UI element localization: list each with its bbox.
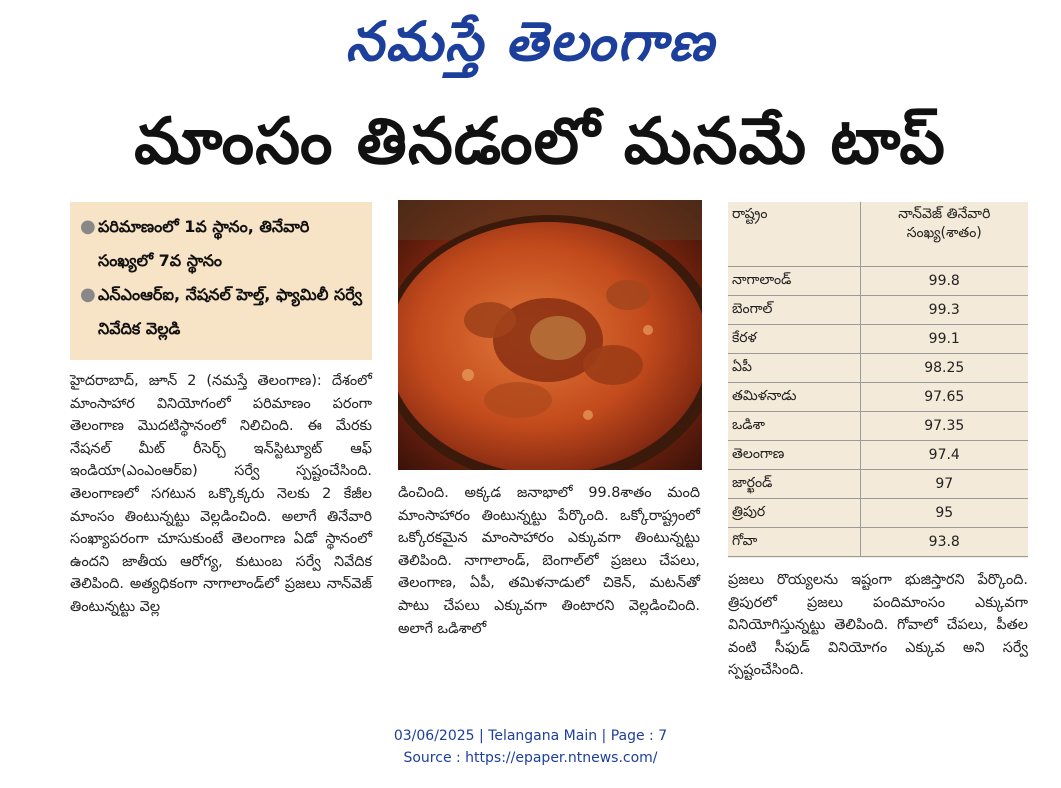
article-text: హైదరాబాద్, జూన్ 2 (నమస్తే తెలంగాణ): దేశంలో మాంసాహార వినియోగంలో పరిమాణం పరంగా తెలంగాణ మొదటిస్థానంలో నిలిచింది. ఈ మేరకు నేషనల్ మీట్ రీసెర్చ్ ఇన్‌స్టిట్యూట్ ఆఫ్ ఇండియా(ఎంఎంఆర్ఐ) సర్వే స్పష్టంచేసింది. తెలంగాణలో సగటున ఒక్కొక్కరు నెలకు 2 కేజీల మాంసం తింటున్నట్టు వెల్లడించింది. అలాగే తినేవారి సంఖ్యాపరంగా చూసుకుంటే తెలంగాణ ఏడో స్థానంలో ఉందని జాతీయ ఆరోగ్య, కుటుంబ సర్వే నివేదిక తెలిపింది. అత్యధికంగా నాగాలాండ్‌లో ప్రజలు నాన్‌వెజ్ తింటున్నట్టు వెల్ల: [70, 373, 372, 615]
article-text: ప్రజలు రొయ్యలను ఇష్టంగా భుజిస్తారని పేర్కొంది. త్రిపురలో ప్రజలు పందిమాంసం ఎక్కువగా వినియోగిస్తున్నట్టు తెలిపింది. గోవాలో చేపలు, పీతల వంటి సీఫుడ్ వినియోగం ఎక్కువ అని సర్వే స్పష్టంచేసింది.: [728, 572, 1028, 679]
table-row: [728, 528, 1028, 557]
source-link[interactable]: Source : https://epaper.ntnews.com/: [403, 750, 658, 766]
article-column-1: [70, 370, 372, 619]
value-cell: 98.25: [860, 354, 1028, 383]
edition-info: 03/06/2025 | Telangana Main | Page : 7: [393, 728, 668, 744]
state-cell: కేరళ: [728, 325, 860, 354]
value-cell: 99.1: [860, 325, 1028, 354]
highlight-item: [80, 210, 364, 278]
value-cell: 97: [860, 470, 1028, 499]
nonveg-stats-table: [728, 202, 1028, 558]
value-cell: 97.65: [860, 383, 1028, 412]
table-row: [728, 383, 1028, 412]
bullet-icon: ●: [80, 284, 96, 305]
state-cell: నాగాలాండ్: [728, 267, 860, 296]
highlight-item: [80, 278, 364, 346]
table-row: [728, 325, 1028, 354]
state-cell: ఏపీ: [728, 354, 860, 383]
article-text: డించింది. అక్కడ జనాభాలో 99.8శాతం మంది మాంసాహారం తింటున్నట్టు పేర్కొంది. ఒక్కోరాష్ట్రంలో ఒక్కోరకమైన మాంసాహారం ఎక్కువగా తింటున్నట్టు తెలిపింది. నాగాలాండ్, బెంగాల్‌లో ప్రజలు చేపలు, తెలంగాణ, ఏపీ, తమిళనాడులో చికెన్, మటన్‌తో పాటు చేపలు ఎక్కువగా తింటారని వెల్లడించింది. అలాగే ఒడిశాలో: [398, 485, 700, 637]
article-column-3: [728, 569, 1028, 682]
table-row: [728, 412, 1028, 441]
state-cell: జార్ఖండ్: [728, 470, 860, 499]
state-cell: తమిళనాడు: [728, 383, 860, 412]
table-row: [728, 267, 1028, 296]
bullet-icon: ●: [80, 216, 96, 237]
value-cell: 95: [860, 499, 1028, 528]
value-cell: 97.4: [860, 441, 1028, 470]
table-row: [728, 499, 1028, 528]
value-cell: 97.35: [860, 412, 1028, 441]
value-cell: 99.8: [860, 267, 1028, 296]
state-cell: తెలంగాణ: [728, 441, 860, 470]
highlight-text: ఎన్ఎంఆర్ఐ, నేషనల్ హెల్త్, ఫ్యామిలీ సర్వే నివేదిక వెల్లడి: [98, 285, 363, 338]
value-cell: 93.8: [860, 528, 1028, 557]
newspaper-masthead: నమస్తే తెలంగాణ: [345, 10, 716, 73]
food-photo: [398, 200, 702, 470]
highlight-text: పరిమాణంలో 1వ స్థానం, తినేవారి సంఖ్యలో 7వ స్థానం: [98, 217, 310, 270]
state-cell: త్రిపుర: [728, 499, 860, 528]
value-cell: 99.3: [860, 296, 1028, 325]
state-cell: ఒడిశా: [728, 412, 860, 441]
state-cell: గోవా: [728, 528, 860, 557]
article-headline: మాంసం తినడంలో మనమే టాప్: [134, 105, 946, 179]
article-column-2: [398, 482, 700, 640]
curry-image: [398, 200, 702, 470]
table-header-row: [728, 202, 1028, 267]
table-row: [728, 296, 1028, 325]
header-state: రాష్ట్రం: [728, 202, 860, 267]
header-value: నాన్‌వెజ్ తినేవారి సంఖ్య(శాతం): [860, 202, 1028, 267]
highlights-box: [70, 202, 372, 360]
table-row: [728, 354, 1028, 383]
stats-table: [728, 202, 1028, 557]
table-row: [728, 441, 1028, 470]
table-row: [728, 470, 1028, 499]
state-cell: బెంగాల్: [728, 296, 860, 325]
